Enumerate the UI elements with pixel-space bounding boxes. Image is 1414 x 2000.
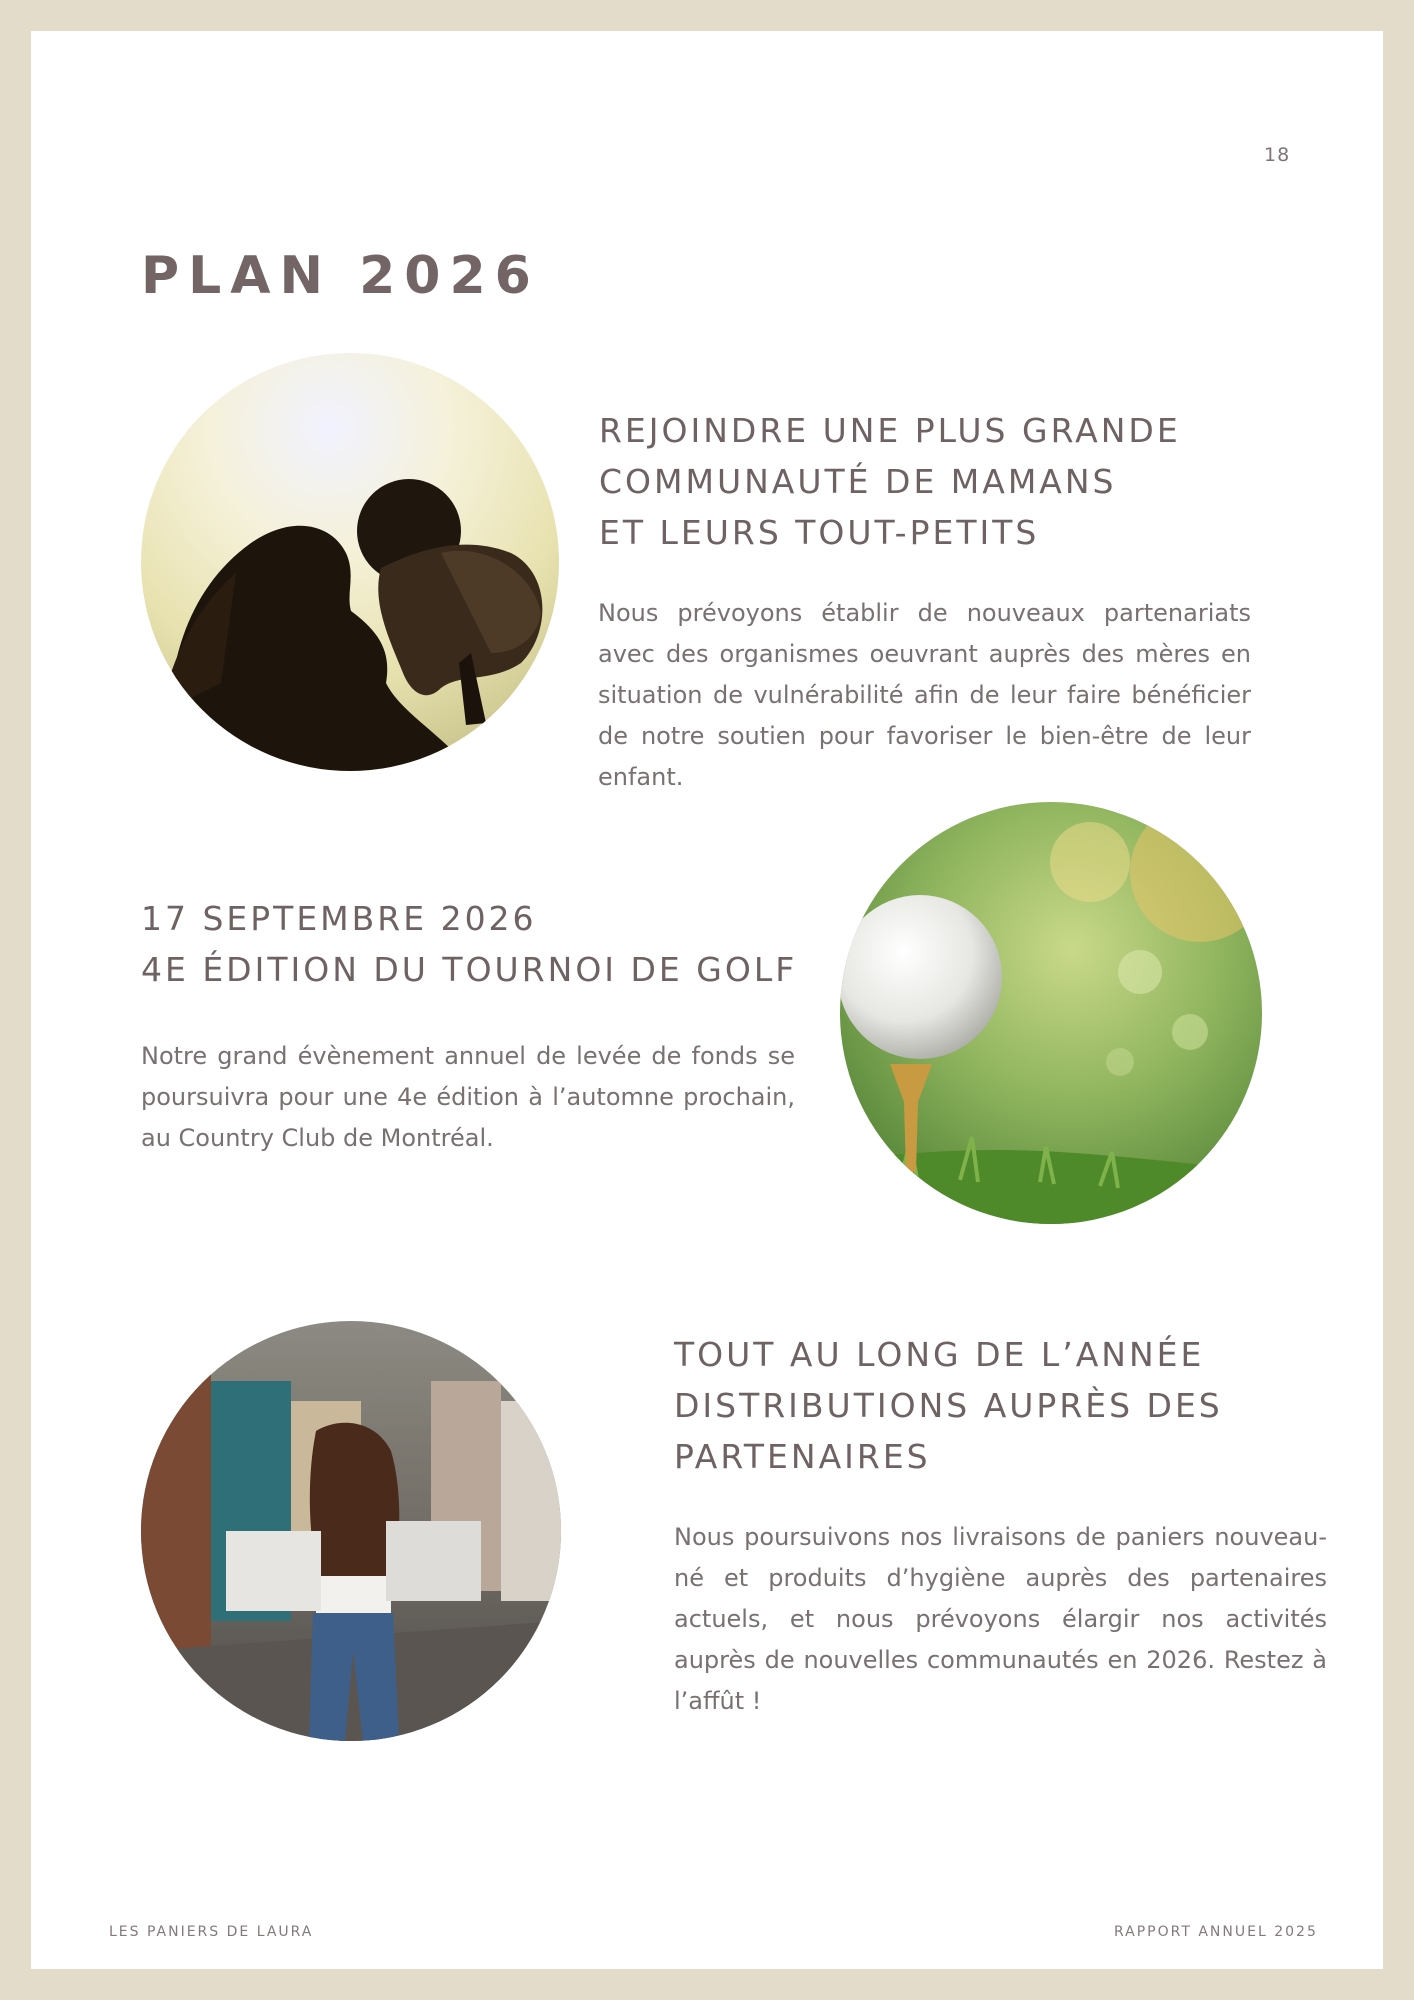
golf-ball-photo	[840, 802, 1262, 1224]
section-body-golf: Notre grand évènement annuel de levée de fonds se poursuivra pour une 4e édition à l’automne prochain, au Country Club de Montréal.	[141, 1042, 795, 1152]
footer-organization-name: LES PANIERS DE LAURA	[109, 1924, 314, 1940]
section-body-distributions: Nous poursuivons nos livraisons de paniers nouveau-né et produits d’hygiène auprès des partenaires actuels, et nous prévoyons élargir nos activités auprès de nouvelles communautés en 2026. Restez à l’affût !	[674, 1523, 1327, 1715]
mother-baby-photo	[141, 353, 559, 771]
page	[31, 31, 1383, 1969]
section-body-community: Nous prévoyons établir de nouveaux partenariats avec des organismes oeuvrant auprès des mères en situation de vulnérabilité afin de leur faire bénéficier de notre soutien pour favoriser le bien-être de leur enfant.	[598, 599, 1251, 791]
section-heading-distributions: TOUT AU LONG DE L’ANNÉE DISTRIBUTIONS AUPRÈS DES PARTENAIRES	[674, 1335, 1223, 1476]
section-heading-community: REJOINDRE UNE PLUS GRANDE COMMUNAUTÉ DE MAMANS ET LEURS TOUT-PETITS	[599, 411, 1181, 552]
page-number: 18	[1264, 144, 1291, 166]
page-title: PLAN 2026	[141, 246, 540, 306]
footer-report-title: RAPPORT ANNUEL 2025	[1114, 1924, 1318, 1940]
woman-carrying-boxes-photo	[141, 1321, 561, 1741]
section-heading-golf: 17 SEPTEMBRE 2026 4E ÉDITION DU TOURNOI DE GOLF	[141, 899, 798, 989]
